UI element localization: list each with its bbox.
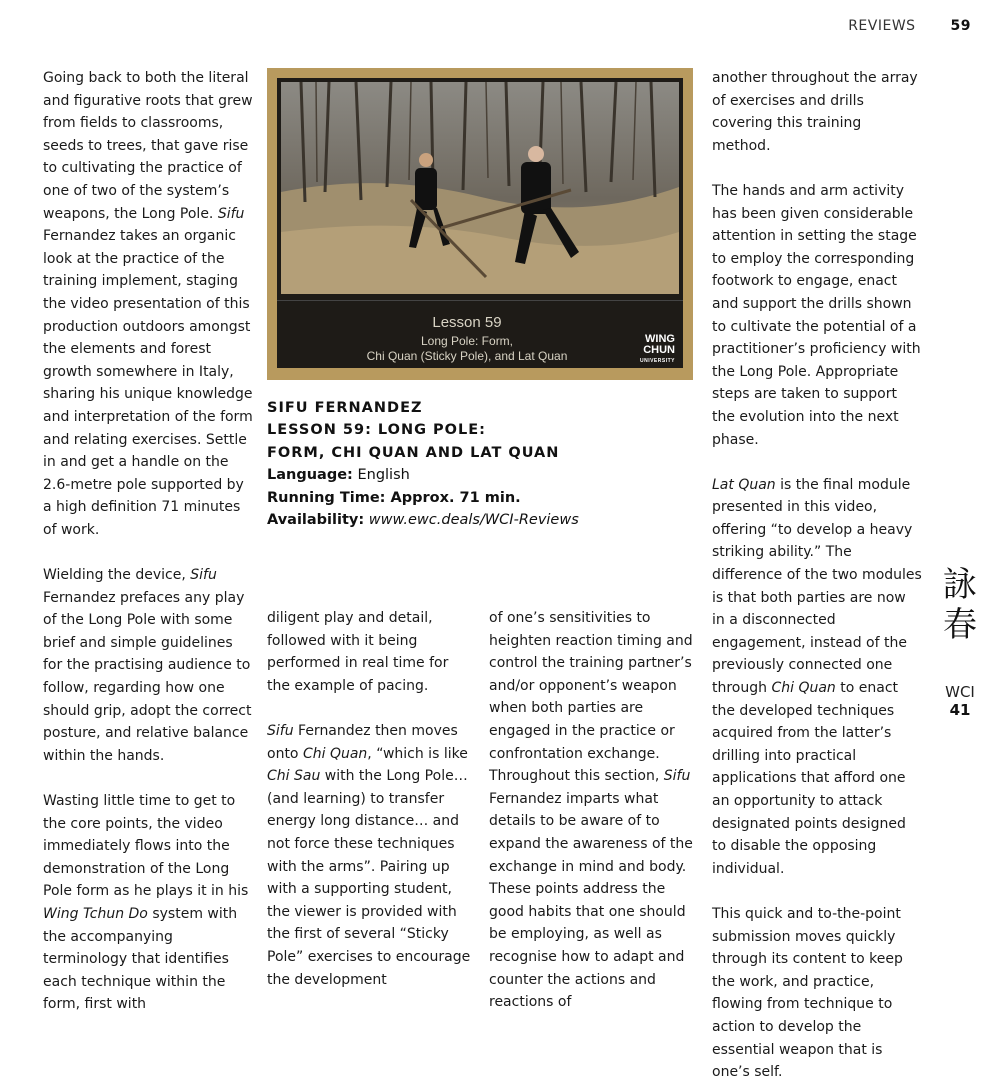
paragraph: Lat Quan is the final module presented in this video, offering “to develop a heavy striking ability.” The difference of the two modules is that both parties are now in a disconnected engagement, instead of the previously connected one through Chi Quan to enact the developed techniques acquired from the latter’s drilling into practical applications that afford one an opportunity to attack designated points designed to disable the opposing individual. xyxy=(712,476,922,877)
info-title: SIFU FERNANDEZ xyxy=(267,400,423,416)
runtime-line: Running Time: Approx. 71 min. xyxy=(267,489,521,506)
column-1 xyxy=(43,67,255,1016)
paragraph: The hands and arm activity has been given considerable attention in setting the stage to employ the corresponding footwork to engage, enact and support the drills shown to cultivate the potential of a practitioner’s proficiency with the Long Pole. Appropriate steps are taken to support the evolution into the next phase. xyxy=(712,182,921,448)
info-title: FORM, CHI QUAN AND LAT QUAN xyxy=(267,444,560,461)
issue-number: 41 xyxy=(949,701,971,719)
availability-line: Availability: www.ewc.deals/WCI-Reviews xyxy=(267,512,579,529)
column-3 xyxy=(489,607,697,1014)
paragraph: of one’s sensitivities to heighten reaction timing and control the training partner’s and/or opponent’s weapon when both parties are engaged in the practice or confrontation exchange. Throughout this section, Sifu Fernandez imparts what details to be aware of to expand the awareness of the exchange in mind and body. These points address the good habits that one should be employing, as well as recognise how to adapt and counter the actions and reactions of xyxy=(489,610,693,1011)
video-still-photo xyxy=(267,68,693,380)
info-title: LESSON 59: LONG POLE: xyxy=(267,422,486,439)
magazine-name: WCI xyxy=(945,683,975,701)
paragraph: Wasting little time to get to the core points, the video immediately flows into the demonstration of the Long Pole form as he plays it in his Wing Tchun Do system with the accompanying terminology that identifies each technique within the form, first with xyxy=(43,793,249,1013)
section-name: REVIEWS xyxy=(848,18,916,34)
page-number: 59 xyxy=(950,18,971,34)
forest-scene-image xyxy=(281,82,679,294)
paragraph: Sifu Fernandez then moves onto Chi Quan, “which is like Chi Sau with the Long Pole… (and learning) to transfer energy long distance… and not force these techniques with the arms”. Pairing up with a supporting student, the viewer is provided with the first of several “Sticky Pole” exercises to encourage the development xyxy=(267,722,471,988)
wing-chun-characters: 詠 春 xyxy=(943,565,977,645)
wing-chun-university-logo: WING CHUN UNIVERSITY xyxy=(639,333,675,364)
column-4 xyxy=(712,67,922,1084)
paragraph: Wielding the device, Sifu Fernandez prefaces any play of the Long Pole with some brief and simple guidelines for the practising audience to follow, regarding how one should grip, adopt the correct posture, and relative balance within the hands. xyxy=(43,567,252,764)
paragraph: another throughout the array of exercises and drills covering this training method. xyxy=(712,70,918,154)
review-info-box xyxy=(267,397,693,531)
paragraph: This quick and to-the-point submission moves quickly through its content to keep the work, and practice, flowing from technique to action to develop the essential weapon that is one’s self. xyxy=(712,905,903,1081)
magazine-side-tab xyxy=(939,565,981,719)
page-header xyxy=(848,18,971,34)
paragraph: Going back to both the literal and figurative roots that grew from fields to classrooms, seeds to trees, that gave rise to cultivating the practice of one of two of the system’s weapons, the Long Pole. Sifu Fernandez takes an organic look at the practice of the training implement, staging the video presentation of this production outdoors amongst the elements and forest growth somewhere in Italy, sharing his unique knowledge and interpretation of the form and relating exercises. Settle in and get a handle on the 2.6-metre pole supported by a high definition 71 minutes of work. xyxy=(43,70,253,538)
paragraph: diligent play and detail, followed with it being performed in real time for the example of pacing. xyxy=(267,610,449,694)
language-line: Language: English xyxy=(267,467,410,484)
availability-link[interactable]: www.ewc.deals/WCI-Reviews xyxy=(368,512,579,529)
column-2 xyxy=(267,607,475,991)
lesson-title: Lesson 59 xyxy=(432,314,502,331)
lesson-subtitle: Long Pole: Form, Chi Quan (Sticky Pole), and Lat Quan xyxy=(366,334,568,363)
